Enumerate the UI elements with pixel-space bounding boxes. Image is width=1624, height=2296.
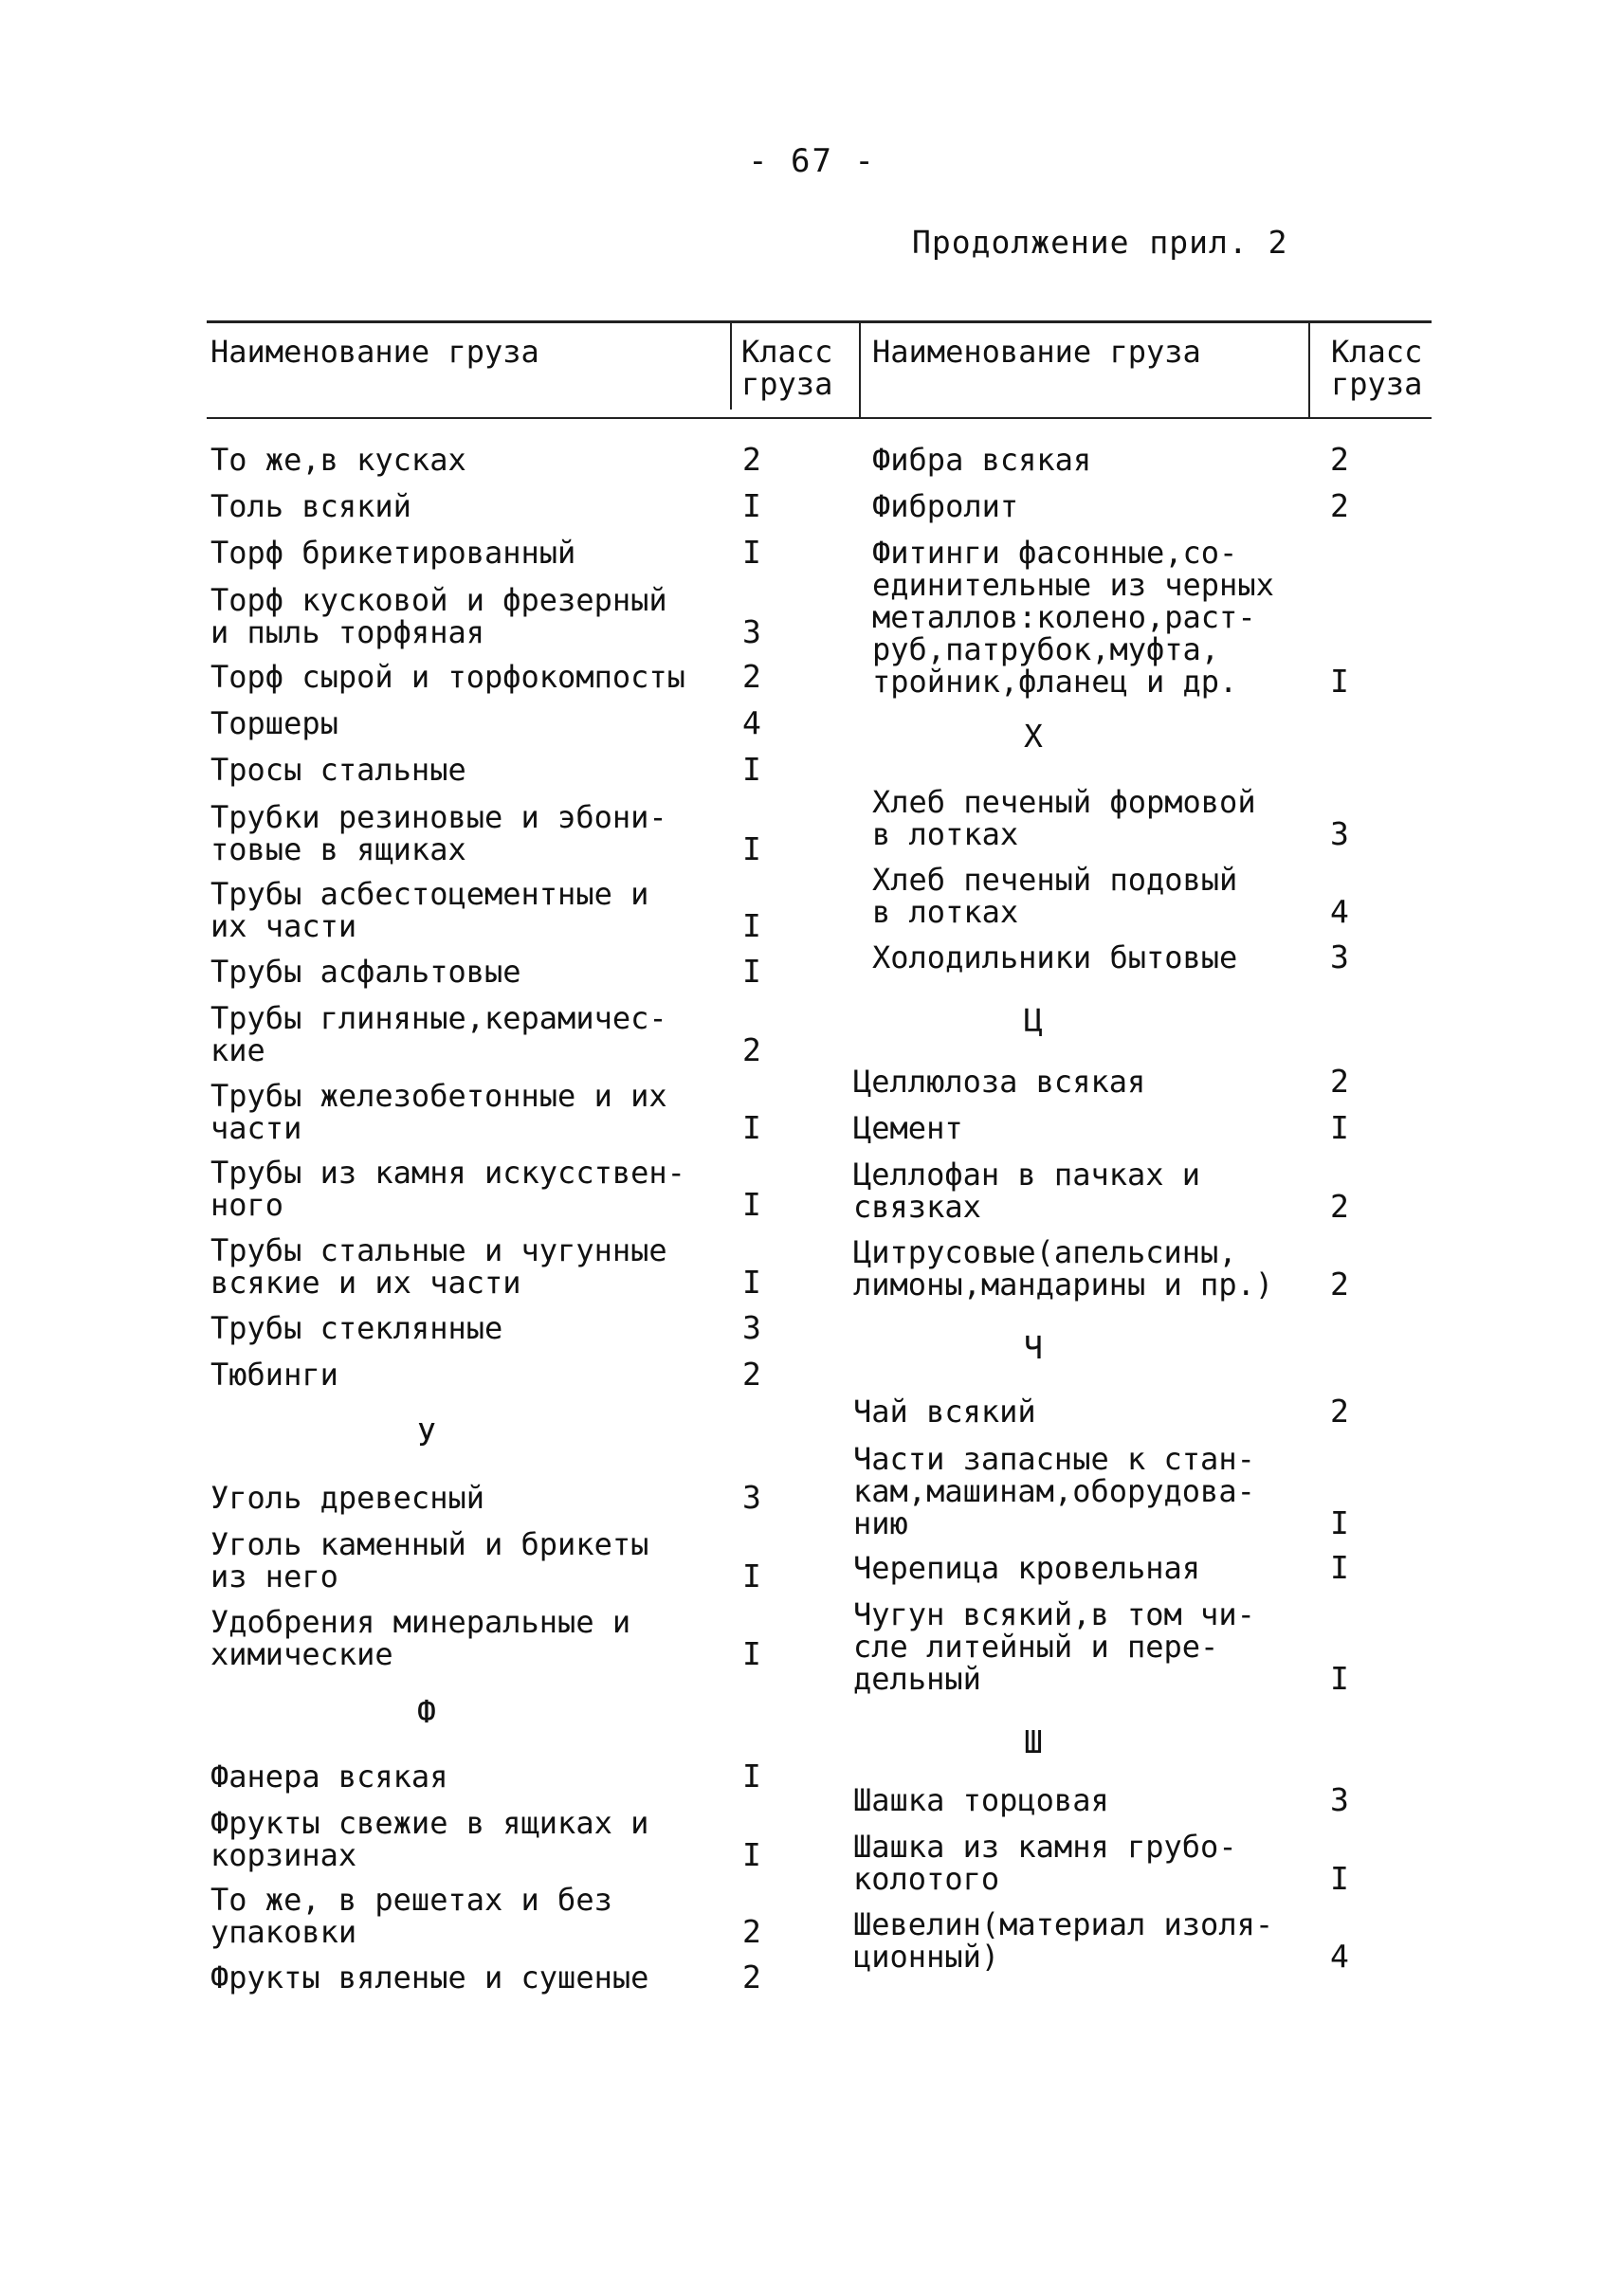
page-number: - 67 -	[748, 142, 876, 180]
cargo-name: Целлофан в пачках и связках	[853, 1157, 1201, 1225]
cargo-name: Трубы из камня искусствен- ного	[210, 1155, 685, 1223]
header-divider-3	[1308, 322, 1310, 417]
cargo-class: 2	[1330, 1063, 1349, 1100]
cargo-name: Уголь древесный	[210, 1480, 484, 1516]
table-header-bottom-rule	[207, 417, 1432, 419]
cargo-class: I	[742, 1264, 761, 1301]
cargo-name: Шевелин(материал изоля- ционный)	[853, 1906, 1274, 1975]
header-name-left: Наименование груза	[210, 334, 539, 370]
cargo-name: Торф брикетированный	[210, 535, 576, 571]
cargo-class: I	[1330, 1504, 1349, 1541]
cargo-name: Хлеб печеный формовой в лотках	[872, 784, 1256, 852]
cargo-class: I	[1330, 1860, 1349, 1897]
cargo-name: Чугун всякий,в том чи- сле литейный и пере- дельный	[853, 1596, 1255, 1697]
header-divider-2	[859, 322, 861, 417]
cargo-name: Торшеры	[210, 705, 338, 741]
cargo-class: I	[742, 953, 761, 990]
cargo-name: Шашка торцовая	[853, 1782, 1109, 1818]
cargo-name: Трубы стальные и чугунные всякие и их части	[210, 1232, 667, 1301]
cargo-class: 3	[742, 1479, 761, 1516]
cargo-class: I	[742, 534, 761, 571]
cargo-name: Чай всякий	[853, 1394, 1036, 1430]
section-letter: Ш	[1024, 1723, 1043, 1760]
cargo-name: Части запасные к стан- кам,машинам,оборудова- нию	[853, 1441, 1255, 1541]
cargo-class: I	[742, 487, 761, 524]
cargo-class: I	[742, 830, 761, 867]
cargo-class: 2	[1330, 1393, 1349, 1430]
cargo-class: 3	[1330, 815, 1349, 852]
section-letter: Х	[1024, 718, 1043, 755]
header-class-left-line1: Класс	[741, 334, 833, 370]
cargo-name: Трубы стеклянные	[210, 1310, 503, 1346]
cargo-class: 3	[1330, 938, 1349, 975]
table-top-rule	[207, 320, 1432, 323]
cargo-class: I	[1330, 1109, 1349, 1146]
cargo-name: Цемент	[853, 1110, 963, 1146]
cargo-class: 4	[742, 704, 761, 741]
cargo-class: 2	[1330, 1188, 1349, 1225]
cargo-name: Тюбинги	[210, 1357, 338, 1393]
cargo-name: Уголь каменный и брикеты из него	[210, 1526, 649, 1594]
continuation-title: Продолжение прил. 2	[912, 224, 1288, 261]
section-letter: Ф	[417, 1693, 436, 1730]
cargo-class: I	[742, 1635, 761, 1672]
section-letter: У	[417, 1416, 436, 1453]
cargo-class: I	[742, 751, 761, 788]
cargo-class: 2	[1330, 1266, 1349, 1303]
cargo-name: Толь всякий	[210, 488, 411, 524]
cargo-name: Целлюлоза всякая	[853, 1064, 1146, 1100]
cargo-name: Фанера всякая	[210, 1758, 448, 1795]
cargo-class: 4	[1330, 1938, 1349, 1975]
cargo-class: I	[1330, 663, 1349, 700]
cargo-name: Фрукты вяленые и сушеные	[210, 1959, 649, 1995]
cargo-class: 2	[1330, 441, 1349, 478]
cargo-name: Удобрения минеральные и химические	[210, 1604, 631, 1672]
cargo-name: Холодильники бытовые	[872, 939, 1238, 975]
cargo-class: I	[742, 1836, 761, 1873]
cargo-class: I	[1330, 1549, 1349, 1586]
cargo-name: Черепица кровельная	[853, 1550, 1201, 1586]
cargo-name: Хлеб печеный подовый в лотках	[872, 862, 1238, 930]
cargo-name: Цитрусовые(апельсины, лимоны,мандарины и пр.)	[853, 1234, 1274, 1303]
cargo-class: 2	[742, 658, 761, 695]
cargo-name: Фрукты свежие в ящиках и корзинах	[210, 1805, 649, 1873]
cargo-name: Трубы железобетонные и их части	[210, 1078, 667, 1146]
cargo-name: То же, в решетах и без упаковки	[210, 1882, 612, 1950]
cargo-class: 2	[742, 1031, 761, 1068]
section-letter: Ц	[1024, 1002, 1043, 1039]
cargo-name: Фитинги фасонные,со- единительные из черных металлов:колено,раст- руб,патрубок,муфта, тройник,фланец и др.	[872, 535, 1274, 700]
cargo-name: Трубы асбестоцементные и их части	[210, 876, 649, 944]
cargo-name: Фибролит	[872, 488, 1019, 524]
cargo-class: 3	[742, 613, 761, 650]
cargo-name: Фибра всякая	[872, 442, 1092, 478]
cargo-class: 4	[1330, 893, 1349, 930]
cargo-name: Трубы глиняные,керамичес- кие	[210, 1000, 667, 1068]
cargo-class: I	[1330, 1660, 1349, 1697]
header-class-left-line2: груза	[741, 366, 833, 402]
cargo-class: I	[742, 907, 761, 944]
section-letter: Ч	[1024, 1329, 1043, 1366]
header-class-right-line1: Класс	[1331, 334, 1423, 370]
header-divider-1	[730, 322, 732, 410]
cargo-class: 3	[1330, 1781, 1349, 1818]
cargo-name: Трубки резиновые и эбони- товые в ящиках	[210, 799, 667, 867]
cargo-class: 2	[1330, 487, 1349, 524]
cargo-name: Торф сырой и торфокомпосты	[210, 659, 685, 695]
cargo-class: I	[742, 1109, 761, 1146]
header-name-right: Наименование груза	[872, 334, 1201, 370]
cargo-name: Тросы стальные	[210, 752, 466, 788]
cargo-name: То же,в кусках	[210, 442, 466, 478]
cargo-class: I	[742, 1186, 761, 1223]
cargo-class: 3	[742, 1309, 761, 1346]
cargo-class: 2	[742, 1959, 761, 1995]
cargo-class: 2	[742, 441, 761, 478]
cargo-name: Торф кусковой и фрезерный и пыль торфяная	[210, 582, 667, 650]
header-class-right-line2: груза	[1331, 366, 1423, 402]
cargo-name: Шашка из камня грубо- колотого	[853, 1829, 1237, 1897]
cargo-class: I	[742, 1758, 761, 1795]
cargo-class: 2	[742, 1913, 761, 1950]
cargo-name: Трубы асфальтовые	[210, 954, 521, 990]
cargo-class: 2	[742, 1356, 761, 1393]
cargo-class: I	[742, 1558, 761, 1594]
